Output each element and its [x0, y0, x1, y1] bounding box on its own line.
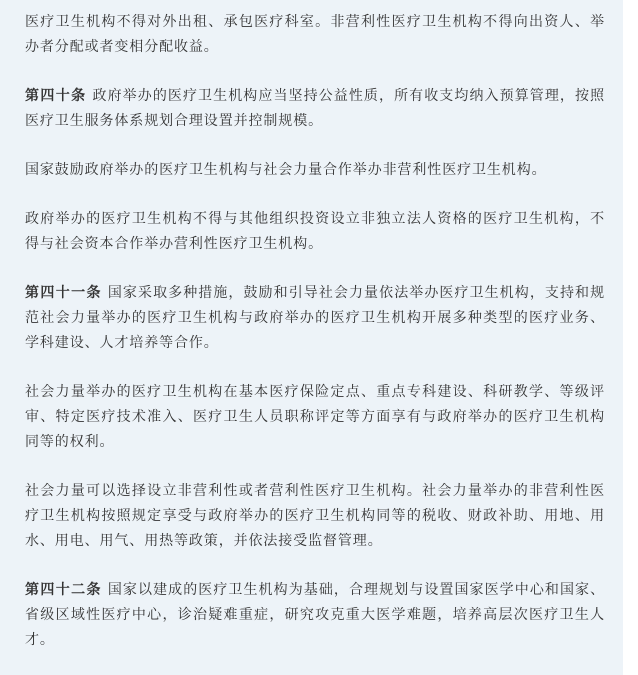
- paragraph-text: 社会力量可以选择设立非营利性或者营利性医疗卫生机构。社会力量举办的非营利性医疗卫生机构按照规定享受与政府举办的医疗卫生机构同等的税收、财政补助、用地、用水、用电、用气、用热等政策，并依法接受监督管理。: [25, 483, 605, 549]
- paragraph: [25, 281, 605, 356]
- paragraph-text: 医疗卫生机构不得对外出租、承包医疗科室。非营利性医疗卫生机构不得向出资人、举办者分配或者变相分配收益。: [25, 14, 605, 55]
- paragraph-text: 国家鼓励政府举办的医疗卫生机构与社会力量合作举办非营利性医疗卫生机构。: [25, 162, 547, 178]
- paragraph: [25, 10, 605, 60]
- article-number: 第四十一条: [25, 285, 102, 301]
- paragraph-text: 政府举办的医疗卫生机构不得与其他组织投资设立非独立法人资格的医疗卫生机构，不得与社会资本合作举办营利性医疗卫生机构。: [25, 211, 605, 252]
- paragraph-text: 国家以建成的医疗卫生机构为基础，合理规划与设置国家医学中心和国家、省级区域性医疗中心，诊治疑难重症，研究攻克重大医学难题，培养高层次医疗卫生人才。: [25, 582, 606, 648]
- paragraph: [25, 578, 605, 653]
- paragraph: [25, 380, 605, 455]
- paragraph: [25, 84, 605, 134]
- paragraph-text: 国家采取多种措施，鼓励和引导社会力量依法举办医疗卫生机构，支持和规范社会力量举办的医疗卫生机构与政府举办的医疗卫生机构开展多种类型的医疗业务、学科建设、人才培养等合作。: [25, 285, 606, 351]
- paragraph-text: 政府举办的医疗卫生机构应当坚持公益性质，所有收支均纳入预算管理，按照医疗卫生服务体系规划合理设置并控制规模。: [25, 88, 605, 129]
- article-number: 第四十条: [25, 88, 87, 104]
- article-number: 第四十二条: [25, 582, 102, 598]
- paragraph: [25, 158, 605, 183]
- paragraph: [25, 479, 605, 554]
- paragraph: [25, 207, 605, 257]
- paragraph-text: 社会力量举办的医疗卫生机构在基本医疗保险定点、重点专科建设、科研教学、等级评审、特定医疗技术准入、医疗卫生人员职称评定等方面享有与政府举办的医疗卫生机构同等的权利。: [25, 384, 605, 450]
